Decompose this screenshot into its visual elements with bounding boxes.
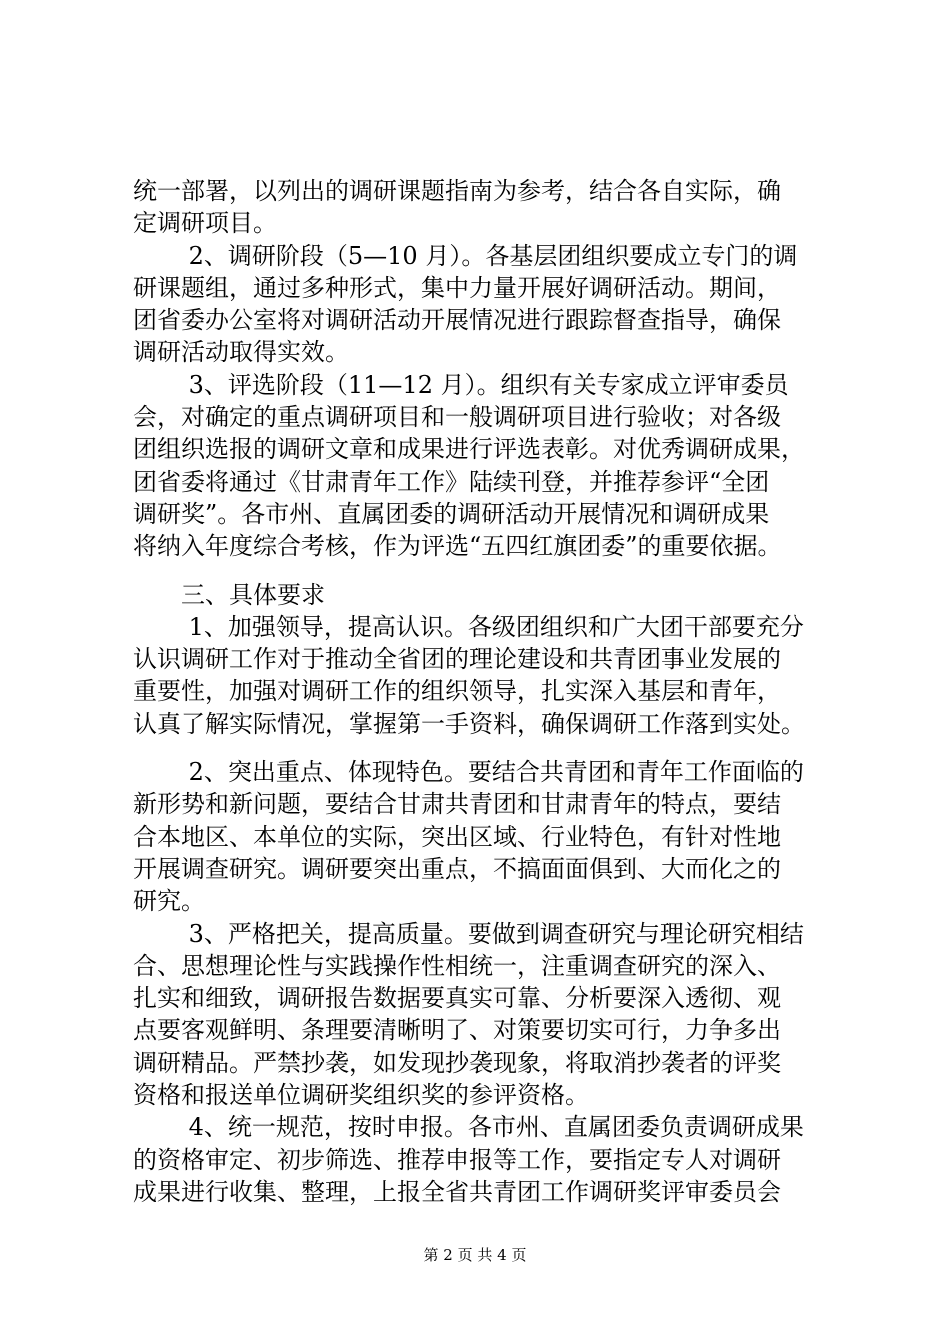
text-line: 2、突出重点、体现特色。要结合共青团和青年工作面临的 bbox=[133, 758, 804, 787]
document-body bbox=[133, 175, 833, 1208]
text-line: 调研精品。严禁抄袭，如发现抄袭现象，将取消抄袭者的评奖 bbox=[133, 1048, 781, 1077]
text-line: 研究。 bbox=[133, 887, 205, 916]
text-line: 合本地区、本单位的实际，突出区域、行业特色，有针对性地 bbox=[133, 822, 781, 851]
text-line: 团组织选报的调研文章和成果进行评选表彰。对优秀调研成果， bbox=[133, 435, 805, 464]
text-line: 定调研项目。 bbox=[133, 209, 277, 238]
text-line: 扎实和细致，调研报告数据要真实可靠、分析要深入透彻、观 bbox=[133, 984, 781, 1013]
paragraph-gap bbox=[133, 740, 833, 756]
text-line: 新形势和新问题，要结合甘肃共青团和甘肃青年的特点，要结 bbox=[133, 790, 781, 819]
text-line: 团省委办公室将对调研活动开展情况进行跟踪督查指导，确保 bbox=[133, 306, 781, 335]
text-line: 认真了解实际情况，掌握第一手资料，确保调研工作落到实处。 bbox=[133, 709, 805, 738]
text-line: 将纳入年度综合考核，作为评选“五四红旗团委”的重要依据。 bbox=[133, 532, 782, 561]
paragraph-block-requirements-cont bbox=[133, 756, 833, 1208]
text-line: 调研活动取得实效。 bbox=[133, 338, 349, 367]
text-line: 认识调研工作对于推动全省团的理论建设和共青团事业发展的 bbox=[133, 645, 781, 674]
text-line: 合、思想理论性与实践操作性相统一，注重调查研究的深入、 bbox=[133, 951, 781, 980]
page-number-footer: 第 2 页 共 4 页 bbox=[423, 1246, 527, 1264]
text-line: 团省委将通过《甘肃青年工作》陆续刊登，并推荐参评“全团 bbox=[133, 467, 770, 496]
text-line: 调研奖”。各市州、直属团委的调研活动开展情况和调研成果 bbox=[133, 499, 770, 528]
text-line: 2、调研阶段（5—10 月）。各基层团组织要成立专门的调 bbox=[133, 241, 798, 270]
text-line: 研课题组，通过多种形式，集中力量开展好调研活动。期间， bbox=[133, 273, 781, 302]
text-line: 重要性，加强对调研工作的组织领导，扎实深入基层和青年， bbox=[133, 677, 781, 706]
paragraph-block-stages bbox=[133, 175, 833, 563]
text-line: 资格和报送单位调研奖组织奖的参评资格。 bbox=[133, 1081, 589, 1110]
text-line: 会，对确定的重点调研项目和一般调研项目进行验收；对各级 bbox=[133, 403, 781, 432]
text-line: 统一部署，以列出的调研课题指南为参考，结合各自实际，确 bbox=[133, 177, 781, 205]
text-line: 成果进行收集、整理，上报全省共青团工作调研奖评审委员会 bbox=[133, 1177, 781, 1206]
paragraph-block-requirements bbox=[133, 579, 833, 740]
text-line: 开展调查研究。调研要突出重点，不搞面面俱到、大而化之的 bbox=[133, 854, 781, 883]
text-line: 1、加强领导，提高认识。各级团组织和广大团干部要充分 bbox=[133, 612, 804, 641]
text-line: 4、统一规范，按时申报。各市州、直属团委负责调研成果 bbox=[133, 1113, 804, 1142]
text-line: 三、具体要求 bbox=[133, 580, 325, 609]
text-line: 3、严格把关，提高质量。要做到调查研究与理论研究相结 bbox=[133, 919, 804, 948]
text-line: 的资格审定、初步筛选、推荐申报等工作，要指定专人对调研 bbox=[133, 1145, 781, 1174]
paragraph-gap bbox=[133, 563, 833, 579]
text-line: 点要客观鲜明、条理要清晰明了、对策要切实可行，力争多出 bbox=[133, 1016, 781, 1045]
text-line: 3、评选阶段（11—12 月）。组织有关专家成立评审委员 bbox=[133, 370, 789, 399]
